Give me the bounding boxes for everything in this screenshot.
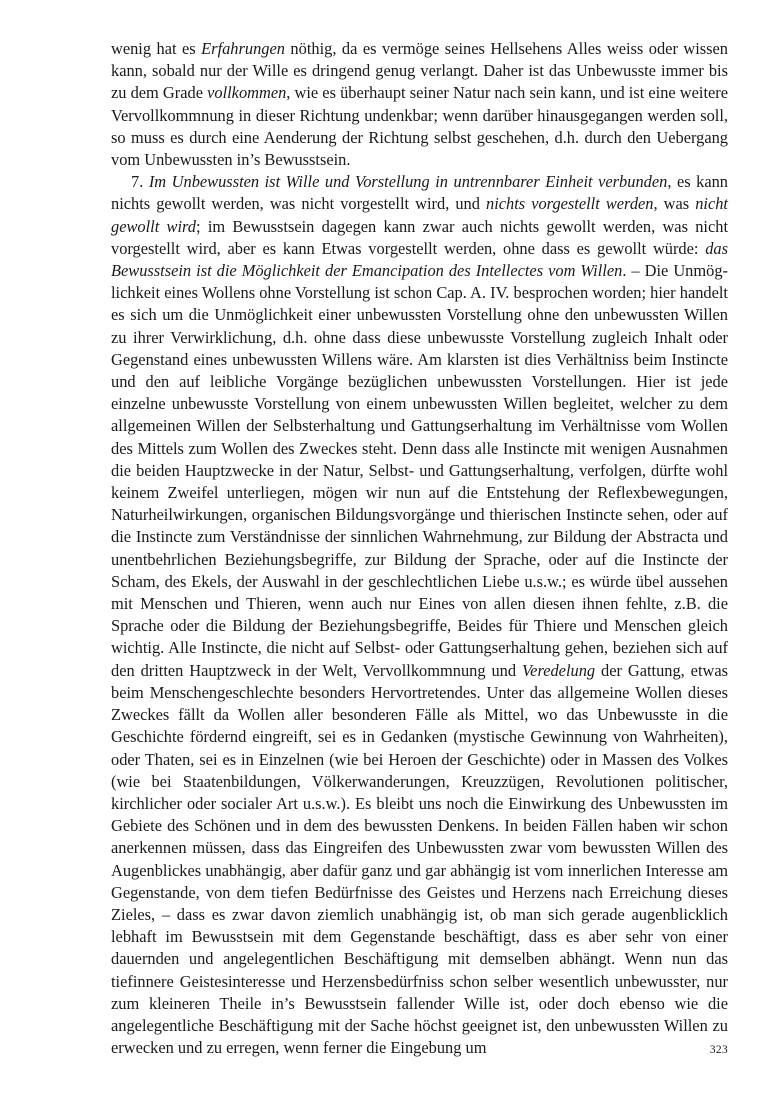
text-segment: , was [653, 194, 696, 214]
text-segment: ; im Bewusstsein dagegen kann zwar auch nichts gewollt werden, was nicht vorgestellt wird, aber es kann Etwas vorgestellt werden, ohne dass es gewollt würde: [111, 216, 728, 258]
text-segment: , wie es überhaupt seiner Natur nach sein kann, und ist eine weitere Vervollkommnung in dieser Richtung undenkbar; wenn darüber hinausgegangen werden soll, so muss es durch eine Aenderung der Richtung selbst geschehen, d.h. durch den Uebergang vom Unbewussten in’s Bewusstsein. [111, 83, 729, 170]
section-number: 7. [131, 172, 149, 192]
text-segment: , es kann nichts gewollt werden, was nicht vorgestellt wird, und [111, 172, 729, 214]
paragraph-2 [111, 171, 728, 1059]
text-segment: der Gattung, etwas beim Menschengeschlechte besonders Hervortretendes. Unter das allgemeine Wollen dieses Zweckes fällt da Wollen aller besonderen Fälle als Mittel, wo das Unbewusste in die Geschichte fördernd eingreift, sei es in Gedanken (mystische Gewinnung von Wahrheiten), oder Thaten, sei es in Einzelnen (wie bei Heroen der Geschichte) oder in Massen des Volkes (wie bei Staatenbildungen, Völkerwanderungen, Kreuzzügen, Revolutionen politischer, kirchlicher oder socialer Art u.s.w.). Es bleibt uns noch die Einwirkung des Unbewussten im Gebiete des Schönen und in dem des bewussten Denkens. In beiden Fällen haben wir schon anerkennen müssen, dass das Eingreifen des Unbewussten zwar vom bewussten Willen des Augenblickes unabhängig, aber dafür ganz und gar abhängig ist vom innerlichen Interesse am Gegenstande, von dem tiefen Bedürfnisse des Geistes und Herzens nach Erreichung dieses Zieles, – dass es zwar davon ziemlich unabhängig ist, ob man sich gerade augenblicklich lebhaft im Bewusstsein mit dem Gegenstande beschäftigt, dass es aber sehr von einer dauernden und angelegentlichen Beschäftigung mit demselben abhängt. Wenn nun das tiefinnere Geistesinteresse und Herzensbedürfniss schon selber wesentlich unbewusster, nur zum kleineren Theile in’s Bewusstsein fallender Wille ist, oder doch ebenso wie die angelegentliche Beschäftigung mit der Sache höchst geeignet ist, den unbewussten Willen zu erwecken und zu erregen, wenn ferner die Eingebung um [111, 660, 729, 1058]
page-number: 323 [709, 1044, 728, 1056]
emphasis-segment: nichts vorgestellt werden [486, 194, 654, 214]
text-segment: nöthig, da es vermöge seines Hellsehens Alles weiss oder wissen kann, sobald nur der Wille es dringend genug verlangt. Daher ist das Unbewusste immer bis zu dem Grade [111, 39, 729, 103]
text-segment: wenig hat es [111, 39, 202, 58]
body-text [111, 38, 728, 1059]
emphasis-segment: das Bewusstsein ist die Möglichkeit der Emancipation des Intellectes vom Willen [111, 238, 728, 281]
emphasis-segment: nicht gewollt wird [111, 194, 728, 236]
emphasis-segment: Erfahrungen [201, 39, 285, 58]
emphasis-segment: Im Unbewussten ist Wille und Vorstellung in untrennbarer Einheit verbunden [148, 172, 668, 192]
emphasis-segment: Veredelung [521, 660, 596, 680]
text-segment: . – Die Unmöglichkeit eines Wollens ohne Vorstellung ist schon Cap. A. IV. besprochen worden; hier handelt es sich um die Unmöglichkeit einer unbewussten Vorstellung ohne den unbewussten Willen zu ihrer Verwirklichung, d.h. ohne dass diese unbewusste Vorstellung zugleich Inhalt oder Gegenstand eines unbewussten Willens wäre. Am klarsten ist dies Verhältniss beim Instincte und den auf leibliche Vorgänge bezüglichen unbewussten Vorstellungen. Hier ist jede einzelne unbewusste Vorstellung von einem unbewussten Willen begleitet, welcher zu dem allgemeinen Willen der Selbsterhaltung und Gattungserhaltung im Verhältnisse vom Wollen des Mittels zum Wollen des Zweckes steht. Denn dass alle Instincte mit wenigen Ausnahmen die beiden Hauptzwecke in der Natur, Selbst- und Gattungserhaltung, verfolgen, dürfte wohl keinem Zweifel unterliegen, mögen wir nun auf die Entstehung der Reflexbewegungen, Naturheilwirkungen, organischen Bildungsvorgänge und thierischen Instincte sehen, oder auf die Instincte zum Verständnisse der sinnlichen Wahrnehmung, zur Bildung der Abstracta und unentbehrlichen Beziehungsbegriffe, zur Bildung der Sprache, oder auf die Instincte der Scham, des Ekels, der Auswahl in der geschlechtlichen Liebe u.s.w.; es würde übel aussehen mit Menschen und Thieren, wenn auch nur Eines von allen diesen ihnen fehlte, z.B. die Sprache oder die Bildung der Beziehungsbegriffe, Beides für Thiere und Menschen gleich wichtig. Alle Instincte, die nicht auf Selbst- oder Gattungserhaltung gehen, beziehen sich auf den dritten Hauptzweck in der Welt, Vervollkommnung und [111, 261, 728, 680]
emphasis-segment: vollkommen [207, 83, 287, 103]
paragraph-1 [111, 38, 728, 171]
